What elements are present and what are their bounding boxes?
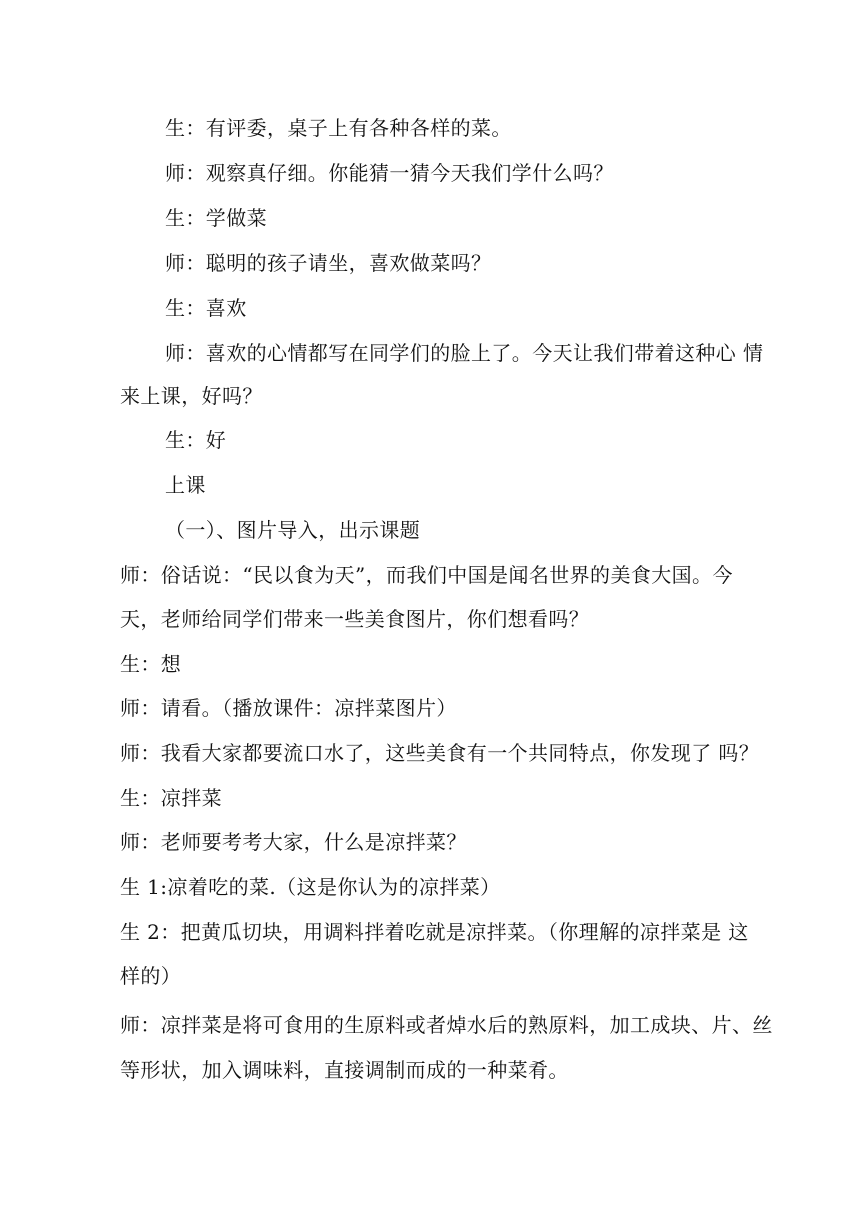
dialogue-line: 生 1:凉着吃的菜.（这是你认为的凉拌菜）	[120, 875, 501, 899]
section-label: 上课	[165, 473, 206, 497]
dialogue-line: 师：喜欢的心情都写在同学们的脸上了。今天让我们带着这种心 情	[165, 341, 764, 365]
dialogue-line: 生：学做菜	[165, 206, 267, 230]
dialogue-line: 生：想	[120, 652, 182, 676]
dialogue-line: 来上课，好吗？	[120, 384, 263, 408]
dialogue-line: 生 2：把黄瓜切块，用调料拌着吃就是凉拌菜。（你理解的凉拌菜是 这	[120, 920, 749, 944]
dialogue-line: 生：好	[165, 428, 227, 452]
dialogue-line: 样的）	[120, 964, 182, 988]
dialogue-line: 生：有评委，桌子上有各种各样的菜。	[165, 116, 512, 140]
dialogue-line: 师：我看大家都要流口水了，这些美食有一个共同特点，你发现了 吗？	[120, 741, 760, 765]
dialogue-line: 师：请看。（播放课件：凉拌菜图片）	[120, 696, 457, 720]
dialogue-line: 师：老师要考考大家，什么是凉拌菜？	[120, 830, 467, 854]
dialogue-line: 等形状，加入调味料，直接调制而成的一种菜肴。	[120, 1058, 569, 1082]
dialogue-line: 师：凉拌菜是将可食用的生原料或者焯水后的熟原料，加工成块、片、丝	[120, 1013, 773, 1037]
dialogue-line: 生：凉拌菜	[120, 786, 222, 810]
dialogue-line: 师：聪明的孩子请坐，喜欢做菜吗？	[165, 251, 492, 275]
dialogue-line: 天，老师给同学们带来一些美食图片，你们想看吗？	[120, 607, 590, 631]
dialogue-line: 师：俗话说：“民以食为天”，而我们中国是闻名世界的美食大国。今	[120, 563, 733, 587]
section-heading: （一）、图片导入，出示课题	[165, 518, 421, 542]
dialogue-line: 师：观察真仔细。你能猜一猜今天我们学什么吗？	[165, 161, 614, 185]
dialogue-line: 生：喜欢	[165, 296, 247, 320]
